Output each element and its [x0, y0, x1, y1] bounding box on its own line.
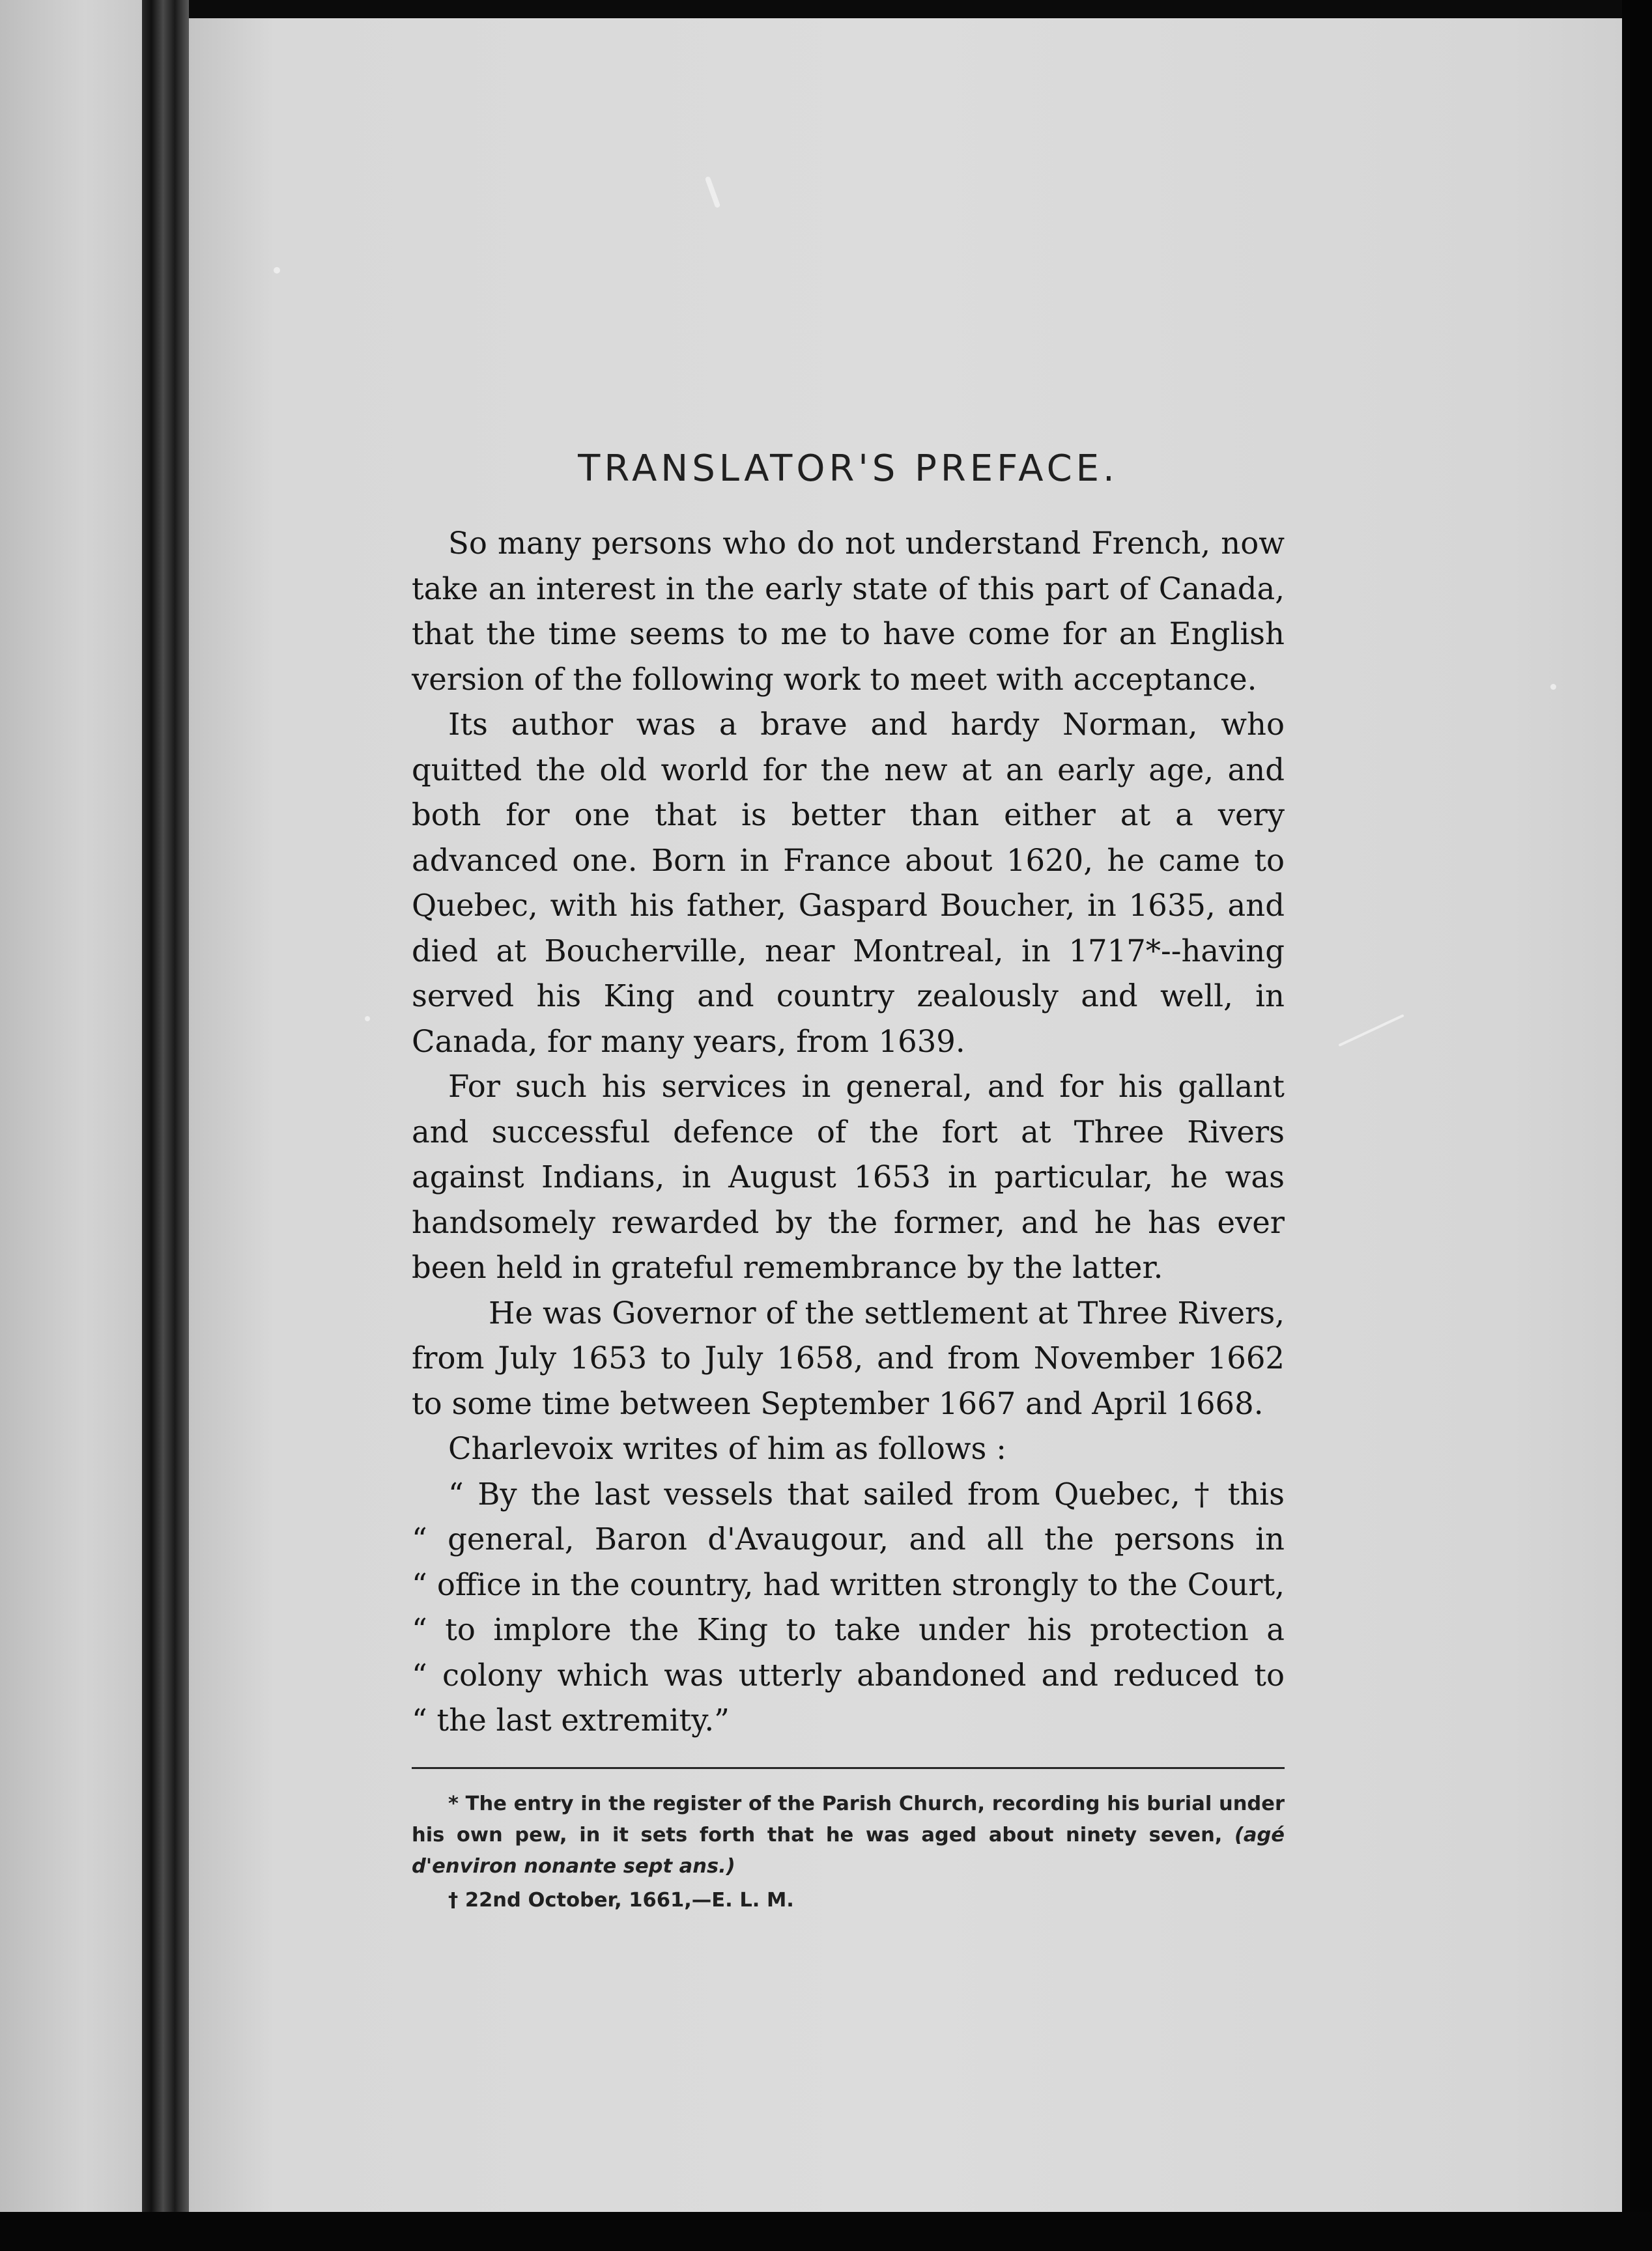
quote-line: “ office in the country, had written strongly to the Court, [412, 1566, 1285, 1602]
paper-speck [365, 1016, 370, 1021]
facing-page-edge [0, 0, 142, 2212]
quote-line: “ By the last vessels that sailed from Quebec, † this [448, 1476, 1285, 1512]
paragraph-5: Charlevoix writes of him as follows : [448, 1431, 1006, 1466]
paragraph-3: For such his services in general, and for his gallant and successful defence of the fort at Three Rivers against Indians, in August 1653 in particular, he was handsomely rewarded by the former, and he has ever been held in grateful remembrance by the latter. [412, 1069, 1285, 1285]
paragraph-2: Its author was a brave and hardy Norman, who quitted the old world for the new at an early age, and both for one that is better than either at a very advanced one. Born in France about 1620, he came to Quebec, with his father, Gaspard Boucher, in 1635, and died at Boucherville, near Montreal, in 1717*--having served his King and country zealously and well, in Canada, for many years, from 1639. [412, 707, 1285, 1059]
paragraph-4: He was Governor of the settlement at Three Rivers, from July 1653 to July 1658, and from November 1662 to some time between September 1667 and April 1668. [412, 1295, 1285, 1421]
footnote-1 [412, 1789, 1285, 1882]
paper-speck [274, 267, 280, 274]
footnote-1-french: (agé d'environ nonante sept ans.) [412, 1823, 1285, 1878]
quote-line: “ the last extremity.” [412, 1703, 730, 1738]
preface-text-block [412, 443, 1285, 1916]
page-title: TRANSLATOR'S PREFACE. [578, 447, 1118, 490]
footnote-1-text: * The entry in the register of the Parish Church, recording his burial under his own pew, in it sets forth that he was aged about ninety seven, [412, 1792, 1285, 1847]
paragraph-1: So many persons who do not understand French, now take an interest in the early state of this part of Canada, that the time seems to me to have come for an English version of the following work to meet with acceptance. [412, 526, 1285, 697]
paper-speck [1550, 684, 1556, 690]
charlevoix-quote [412, 1472, 1285, 1744]
book-binding [142, 0, 189, 2228]
right-scan-edge [1622, 0, 1652, 2251]
quote-line: “ general, Baron d'Avaugour, and all the persons in [412, 1522, 1285, 1557]
footnote-2: † 22nd October, 1661,—E. L. M. [448, 1888, 794, 1912]
quote-line: “ colony which was utterly abandoned and reduced to [412, 1657, 1285, 1693]
bottom-scan-edge [0, 2212, 1652, 2251]
footnote-divider [412, 1767, 1285, 1769]
quote-line: “ to implore the King to take under his protection a [412, 1612, 1285, 1647]
footnotes [412, 1789, 1285, 1916]
